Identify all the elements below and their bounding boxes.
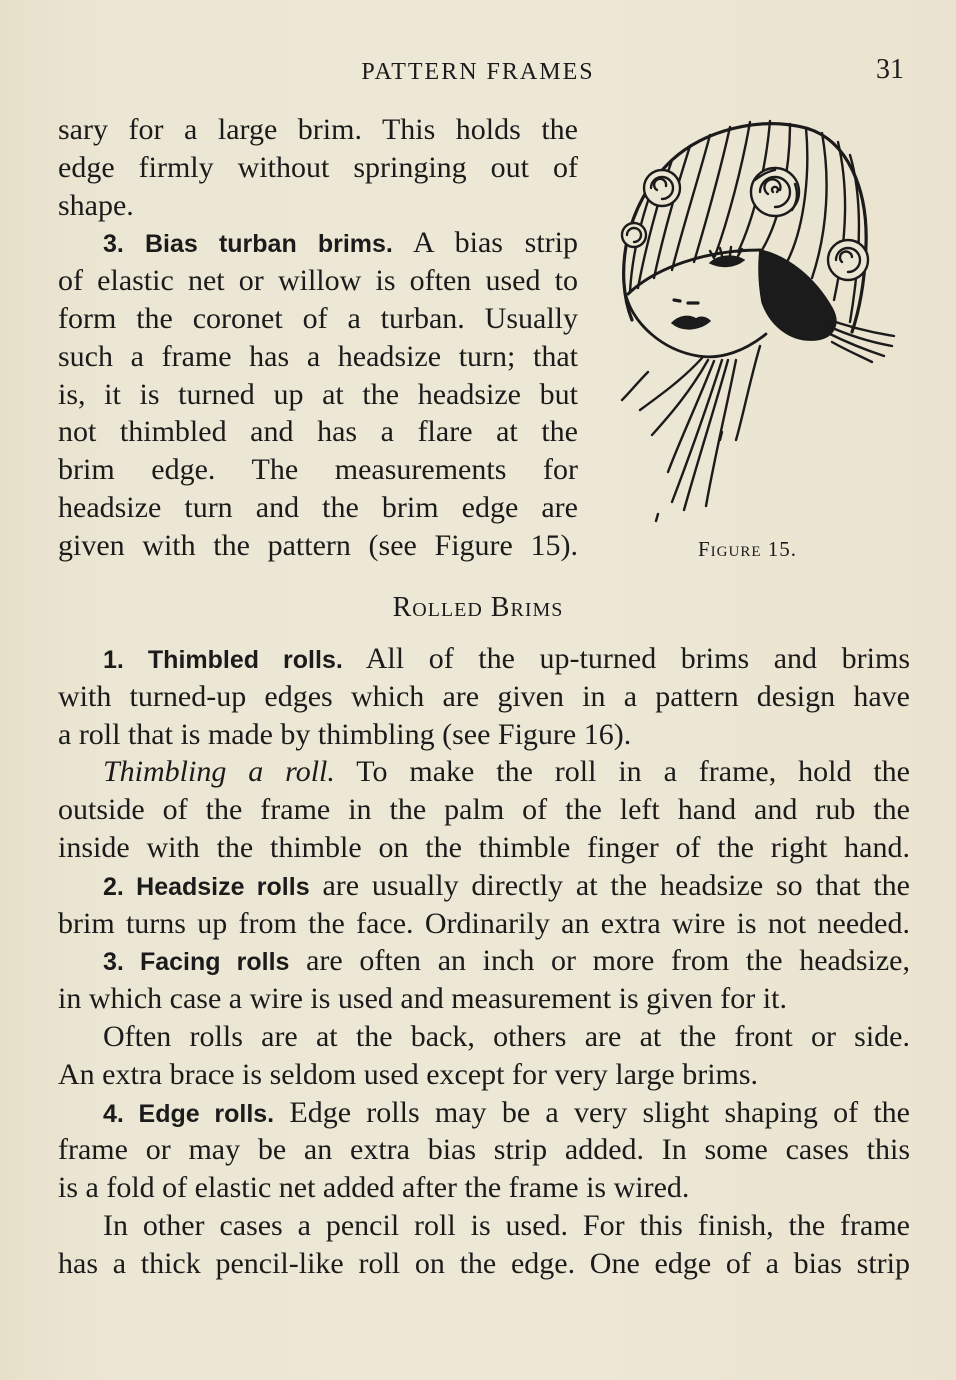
line-text: All of the up-turned brims and brims: [365, 642, 910, 675]
streamer-line: [672, 360, 722, 502]
paragraph: [58, 867, 910, 943]
rose: [828, 240, 868, 280]
line-text: Edge rolls may be a very slight shaping of the: [289, 1095, 910, 1129]
text-line: [58, 678, 910, 716]
line-text: edge firmly without springing out of: [58, 150, 578, 184]
line-text: of elastic net or willow is often used to: [58, 264, 578, 298]
paragraph: [58, 640, 910, 753]
run-in-heading: 3. Facing rolls: [103, 948, 290, 977]
text-line: [58, 1245, 910, 1283]
text-line: [58, 451, 578, 489]
streamers: [622, 318, 894, 521]
text-line: [58, 1207, 910, 1245]
line-text: are usually directly at the headsize so that the: [322, 868, 910, 902]
streamer-tick: [656, 514, 658, 521]
line-text: form the coronet of a turban. Usually: [58, 301, 578, 335]
line-text: frame or may be an extra bias strip added. In some cases this: [58, 1133, 910, 1167]
roses: [622, 168, 868, 280]
text-line: [58, 1018, 910, 1056]
paragraph: [58, 942, 910, 1018]
line-text: headsize turn and the brim edge are: [58, 490, 578, 524]
run-in-heading: 4. Edge rolls.: [103, 1099, 275, 1128]
text-line: [58, 489, 578, 527]
text-line: [58, 376, 578, 414]
rose: [644, 170, 680, 206]
text-line: [58, 1094, 910, 1132]
text-line: [58, 413, 578, 451]
text-line: [58, 1056, 910, 1094]
paragraph: [58, 1207, 910, 1283]
line-text: in which case a wire is used and measurement is given for it.: [58, 982, 787, 1016]
lips: [672, 316, 710, 328]
paragraph: [58, 224, 578, 564]
hair: [759, 250, 836, 340]
line-text: given with the pattern (see Figure 15).: [58, 528, 578, 562]
turban-pleat: [654, 146, 690, 278]
line-text: is, it is turned up at the headsize but: [58, 377, 578, 411]
face: [626, 247, 766, 357]
text-line: [58, 527, 578, 565]
running-head: PATTERN FRAMES: [361, 59, 595, 85]
line-text: In other cases a pencil roll is used. For this finish, the frame: [103, 1208, 910, 1242]
turban-band-edge: [628, 250, 760, 294]
text-line: [58, 867, 910, 905]
line-text: An extra brace is seldom used except for very large brims.: [58, 1057, 759, 1091]
turban-pleat: [694, 127, 730, 262]
eyelash: [720, 248, 722, 256]
figure-15-illustration: [610, 110, 900, 530]
streamer-line: [622, 372, 648, 400]
turban-outline: [624, 124, 867, 332]
line-text: A bias strip: [412, 226, 578, 260]
text-line: [58, 111, 578, 149]
eyelash: [730, 247, 731, 255]
text-line: [58, 791, 910, 829]
rose: [622, 223, 646, 247]
figure-side-text-column: [58, 111, 578, 565]
text-line: [58, 753, 910, 791]
line-text: brim edge. The measurements for: [58, 453, 578, 487]
line-text: is a fold of elastic net added after the frame is wired.: [58, 1171, 690, 1205]
dark-hair: [759, 250, 836, 340]
paragraph: [58, 111, 578, 224]
text-line: [58, 980, 910, 1018]
text-line: [58, 187, 578, 225]
line-text: shape.: [58, 188, 134, 222]
text-line: [58, 1131, 910, 1169]
page-number: 31: [876, 54, 904, 85]
line-text: brim turns up from the face. Ordinarily an extra wire is not needed.: [58, 906, 910, 940]
line-text: not thimbled and has a flare at the: [58, 415, 578, 449]
paragraph: [58, 1018, 910, 1094]
line-text: outside of the frame in the palm of the left hand and rub the: [58, 793, 910, 827]
line-text: sary for a large brim. This holds the: [58, 113, 578, 146]
eye-mark: [674, 300, 680, 301]
run-in-heading: 1. Thimbled rolls.: [103, 646, 343, 674]
line-text: Often rolls are at the back, others are at the front or side.: [103, 1019, 910, 1053]
text-line: [58, 829, 910, 867]
line-text: with turned-up edges which are given in a pattern design have: [58, 679, 910, 713]
text-line: [58, 1169, 910, 1207]
line-text: a roll that is made by thimbling (see Figure 16).: [58, 717, 632, 751]
turban-pleat: [812, 133, 827, 278]
figure-caption: Figure 15.: [698, 537, 798, 561]
line-text: inside with the thimble on the thimble finger of the right hand.: [58, 830, 910, 864]
streamer-line: [736, 346, 760, 440]
full-width-text-column: [58, 640, 910, 1283]
line-text: are often an inch or more from the headsize,: [306, 944, 911, 978]
text-line: [58, 149, 578, 187]
paragraph: [58, 1094, 910, 1207]
text-line: [58, 716, 910, 754]
paragraph: [58, 753, 910, 866]
text-line: [58, 640, 910, 678]
text-line: [58, 300, 578, 338]
line-text: has a thick pencil-like roll on the edge. One edge of a bias strip: [58, 1246, 910, 1280]
text-line: [58, 905, 910, 943]
text-line: [58, 262, 578, 300]
run-in-heading: Thimbling a roll.: [103, 755, 335, 789]
turban: [624, 121, 867, 332]
text-line: [58, 224, 578, 262]
streamer-line: [668, 361, 714, 472]
run-in-heading: 2. Headsize rolls: [103, 872, 310, 901]
line-text: To make the roll in a frame, hold the: [356, 755, 910, 789]
section-heading: Rolled Brims: [392, 592, 564, 623]
text-line: [58, 942, 910, 980]
text-line: [58, 338, 578, 376]
line-text: such a frame has a headsize turn; that: [58, 339, 578, 373]
run-in-heading: 3. Bias turban brims.: [103, 230, 393, 259]
